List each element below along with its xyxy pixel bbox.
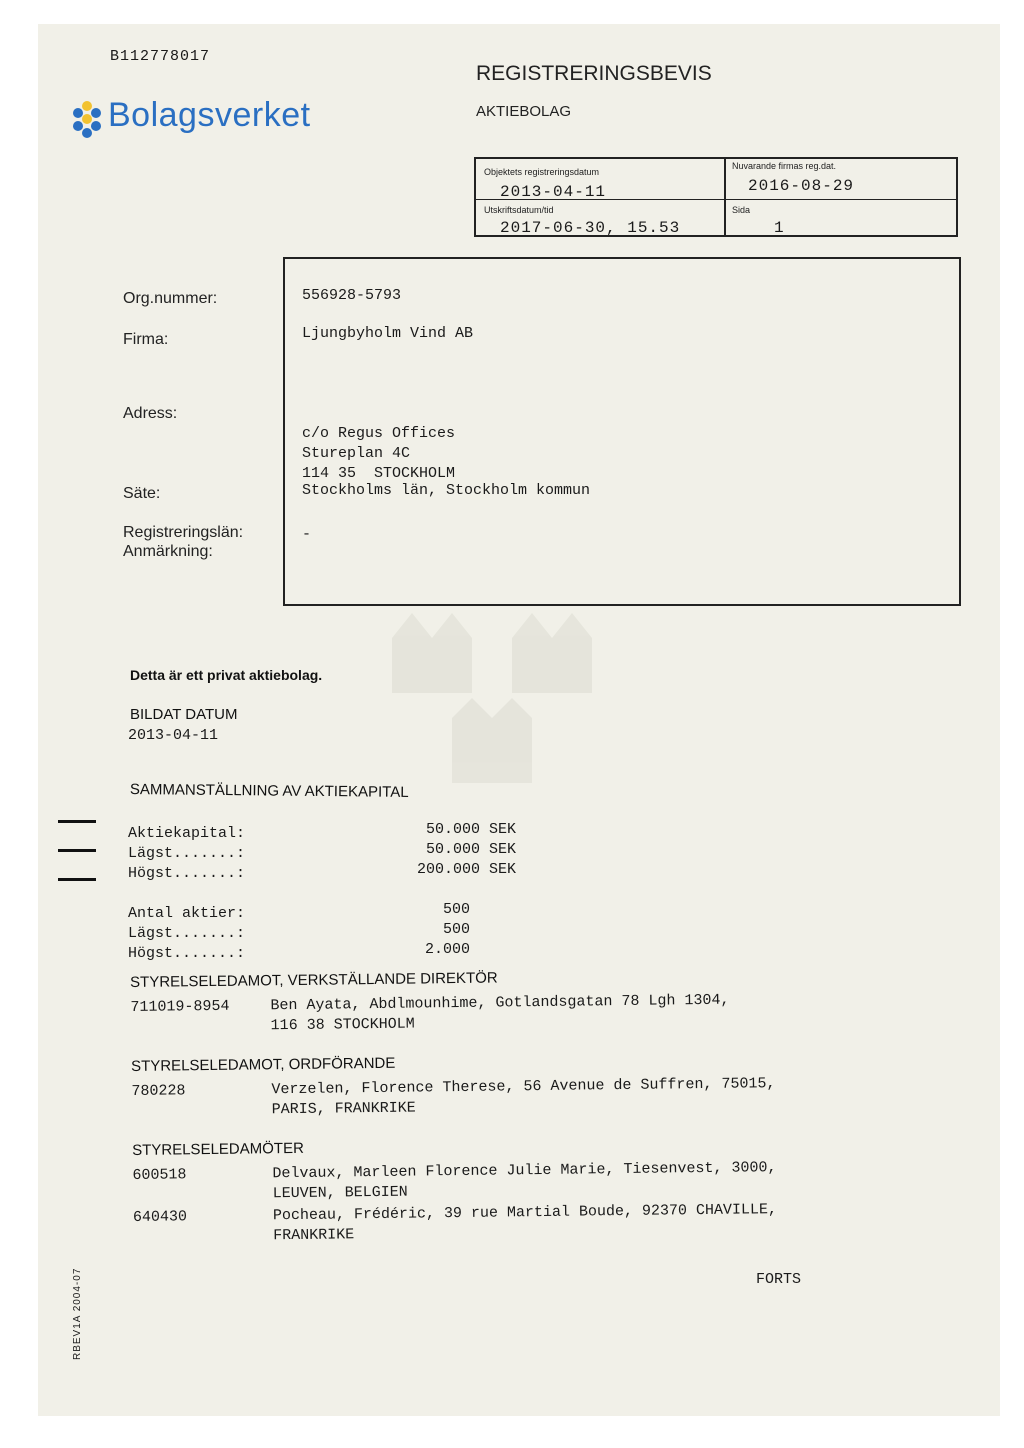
capital-value: 50.000 SEK [425, 821, 516, 838]
board-member-id: 600518 [132, 1166, 187, 1184]
margin-mark [58, 820, 96, 823]
seat-label: Säte: [123, 485, 161, 502]
printout-value: 2017-06-30, 15.53 [500, 219, 681, 237]
company-name-value: Ljungbyholm Vind AB [302, 325, 474, 342]
printout-label: Utskriftsdatum/tid [484, 205, 554, 215]
shares-value: 500 [442, 901, 470, 918]
remark-label: Anmärkning: [123, 543, 213, 560]
registration-date-label: Objektets registreringsdatum [484, 167, 600, 177]
org-number-value: 556928-5793 [302, 287, 402, 304]
board-member-line1: Ben Ayata, Abdlmounhime, Gotlandsgatan 78 Lgh 1304, [270, 991, 730, 1015]
current-name-date-value: 2016-08-29 [748, 177, 855, 195]
board-member-line2: 116 38 STOCKHOLM [270, 1015, 415, 1035]
bolagsverket-logo-icon [68, 98, 106, 140]
page-value: 1 [774, 219, 785, 237]
board-heading-members: STYRELSELEDAMÖTER [132, 1139, 304, 1159]
board-member-line2: FRANKRIKE [273, 1226, 355, 1245]
capital-max-label: Högst.......: [128, 865, 246, 882]
shares-max-label: Högst.......: [128, 945, 246, 962]
seat-value: Stockholms län, Stockholm kommun [302, 482, 591, 499]
board-member-line2: PARIS, FRANKRIKE [271, 1099, 416, 1119]
share-capital-heading: SAMMANSTÄLLNING AV AKTIEKAPITAL [129, 781, 409, 801]
address-line: c/o Regus Offices [302, 425, 456, 442]
address-line: 114 35 STOCKHOLM [302, 465, 456, 482]
capital-min-value: 50.000 SEK [425, 841, 516, 858]
board-heading-chair: STYRELSELEDAMOT, ORDFÖRANDE [131, 1054, 396, 1075]
company-name-label: Firma: [123, 331, 169, 348]
org-number-label: Org.nummer: [123, 290, 218, 307]
remark-value: - [302, 526, 312, 543]
private-company-note: Detta är ett privat aktiebolag. [130, 667, 323, 683]
document-title: REGISTRERINGSBEVIS [476, 62, 712, 85]
capital-min-label: Lägst.......: [128, 845, 246, 862]
crest-watermark-icon [372, 598, 612, 798]
continued-marker: FORTS [756, 1271, 802, 1288]
address-label: Adress: [123, 405, 178, 422]
logo-wordmark: Bolagsverket [108, 96, 311, 134]
form-code: RBEV1A 2004-07 [72, 1267, 83, 1360]
margin-mark [58, 878, 96, 881]
current-name-date-label: Nuvarande firmas reg.dat. [732, 161, 837, 171]
board-member-id: 711019-8954 [130, 997, 230, 1016]
shares-label: Antal aktier: [128, 905, 246, 922]
shares-max-value: 2.000 [424, 941, 470, 958]
formed-date-value: 2013-04-11 [128, 727, 219, 744]
document-subtitle: AKTIEBOLAG [476, 103, 572, 120]
board-member-line2: LEUVEN, BELGIEN [272, 1183, 408, 1203]
document-number: B112778017 [110, 48, 211, 65]
registration-county-label: Registreringslän: [123, 524, 244, 541]
board-member-line1: Verzelen, Florence Therese, 56 Avenue de Suffren, 75015, [271, 1075, 776, 1099]
board-heading-ceo: STYRELSELEDAMOT, VERKSTÄLLANDE DIREKTÖR [130, 969, 498, 991]
registration-date-value: 2013-04-11 [500, 183, 607, 201]
board-member-id: 640430 [132, 1208, 188, 1226]
board-member-line1: Delvaux, Marleen Florence Julie Marie, Tiesenvest, 3000, [272, 1159, 777, 1183]
shares-min-label: Lägst.......: [128, 925, 246, 942]
board-member-id: 780228 [131, 1082, 186, 1100]
address-line: Stureplan 4C [302, 445, 411, 462]
board-member-line1: Pocheau, Frédéric, 39 rue Martial Boude, 92370 CHAVILLE, [272, 1201, 778, 1225]
margin-mark [58, 849, 96, 852]
formed-date-heading: BILDAT DATUM [130, 706, 238, 723]
registration-info-box [474, 157, 958, 237]
capital-max-value: 200.000 SEK [416, 861, 516, 878]
capital-label: Aktiekapital: [128, 825, 246, 842]
page-label: Sida [732, 205, 751, 215]
shares-min-value: 500 [442, 921, 470, 938]
